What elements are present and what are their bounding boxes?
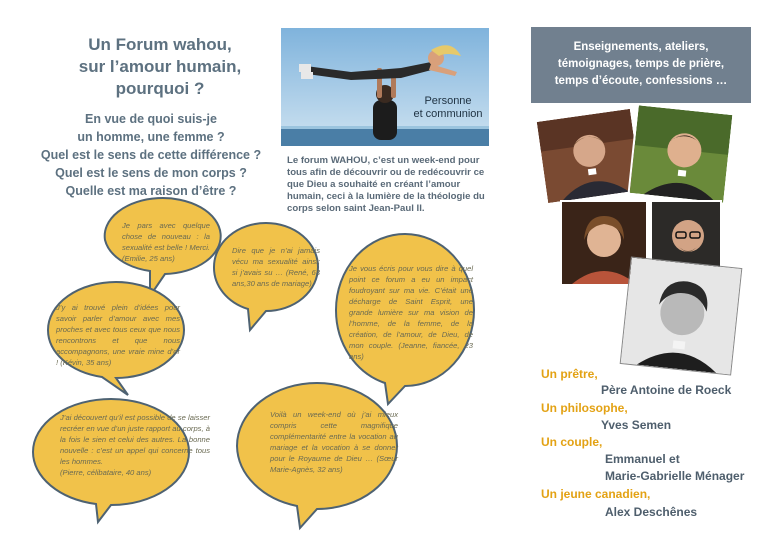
- testimonial-3: Je vous écris pour vous dire à quel point ce forum a eu un impact foudroyant sur ma vie. C’était une décharge de Saint Esprit, une grande lumière sur ma vision de l’homme, de la femme, de la création, de l’amour, de Dieu, de mon couple. (Jeanne, fiancée, 23 ans): [349, 264, 473, 361]
- testimonial-5-text: J’ai découvert qu’il est possible de se laisser recréer en vue d’un juste rapport au corps, à la fois le sien et celui des autres. La bonne nouvelle : c’est un appel qui concerne tous les hommes.: [60, 413, 210, 466]
- question: Quel est le sens de mon corps ?: [55, 166, 247, 180]
- speaker-name-philosopher: Yves Semen: [601, 418, 672, 432]
- testimonial-6: Voilà un week-end où j’ai mieux compris cette magnifique complémentarité entre la vocation au mariage et la vocation à se donner pour le Royaume de Dieu … (Sœur Marie-Agnès, 32 ans): [270, 410, 398, 474]
- testimonial-5-signature: (Pierre, célibataire, 40 ans): [60, 468, 152, 477]
- program-line: Enseignements, ateliers,: [573, 41, 709, 53]
- testimonial-1: Je pars avec quelque chose de nouveau : la sexualité est belle ! Merci. (Emilie, 25 ans): [122, 221, 210, 263]
- speaker-name-young-canadian: Alex Deschênes: [605, 505, 698, 519]
- speaker-role-philosopher: Un philosophe,: [541, 401, 628, 415]
- speaker-photo-young-canadian: [620, 256, 743, 375]
- speaker-photo-philosopher: [627, 103, 734, 205]
- portrait-icon: [621, 258, 741, 375]
- speaker-name-couple-1: Emmanuel et: [605, 452, 680, 466]
- speaker-role-young-canadian: Un jeune canadien,: [541, 487, 651, 501]
- program-line: temps d’écoute, confessions …: [554, 75, 728, 87]
- title-line: Un Forum wahou,: [88, 35, 232, 54]
- speaker-name-priest: Père Antoine de Roeck: [601, 383, 732, 397]
- question: Quelle est ma raison d’être ?: [65, 184, 237, 198]
- caption-line: Personne: [424, 95, 472, 107]
- question: En vue de quoi suis-je: [85, 112, 217, 126]
- speaker-role-couple: Un couple,: [541, 435, 603, 449]
- testimonial-4: J’y ai trouvé plein d’idées pour savoir parler d’amour avec mes proches et avec tous ceux que nous rencontrons et que nous accompagnons, une vraie mine d’or ! (Kévin, 35 ans): [56, 303, 180, 367]
- program-line: témoignages, temps de prière,: [557, 58, 725, 70]
- title-line: pourquoi ?: [115, 79, 205, 98]
- testimonial-2: Dire que je n’ai jamais vécu ma sexualité ainsi; si j’avais su … (René, 63 ans,30 ans de mariage): [232, 246, 320, 288]
- program-header: [531, 27, 751, 103]
- title-line: sur l’amour humain,: [78, 57, 242, 76]
- speaker-role-priest: Un prêtre,: [541, 367, 598, 381]
- portrait-icon: [537, 109, 641, 203]
- speaker-name-couple-2: Marie-Gabrielle Ménager: [605, 469, 745, 483]
- question: un homme, une femme ?: [77, 130, 225, 144]
- intro-paragraph: Le forum WAHOU, c’est un week-end pour tous afin de découvrir ou de redécouvrir ce que Dieu a souhaité en créant l’amour humain, ceci à la lumière de la théologie du corps selon saint Jean-Paul II.: [287, 155, 485, 214]
- portrait-icon: [630, 105, 733, 202]
- caption-line: et communion: [413, 108, 483, 120]
- testimonial-5: [60, 412, 210, 478]
- question: Quel est le sens de cette différence ?: [40, 148, 262, 162]
